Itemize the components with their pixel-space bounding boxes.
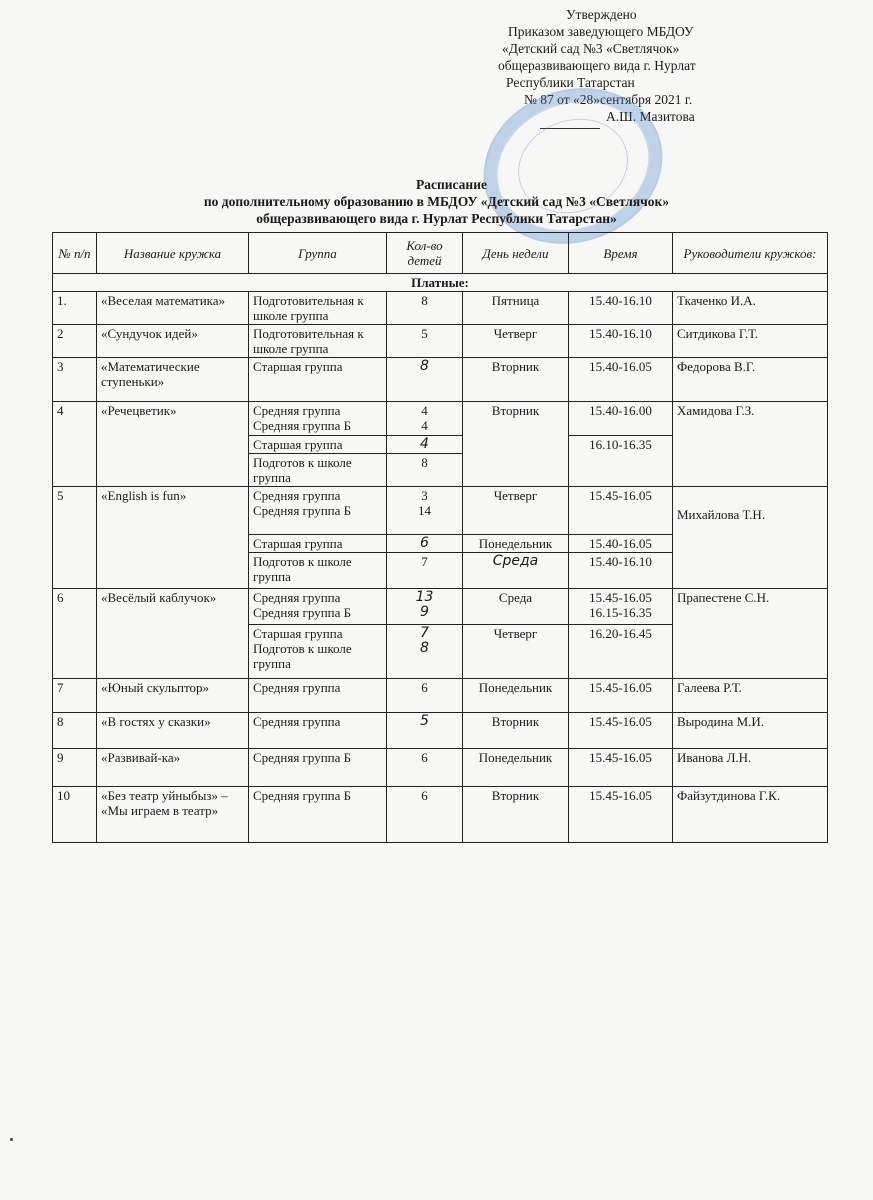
count-line: 3	[421, 488, 428, 503]
cell-count: 5	[387, 325, 463, 358]
cell-leader: Файзутдинова Г.К.	[673, 787, 828, 843]
group-line: Старшая группа	[253, 626, 343, 641]
header-group: Группа	[249, 233, 387, 274]
schedule-table	[52, 232, 828, 843]
cell-time: 15.40-16.05	[569, 358, 673, 402]
count-line: 14	[418, 503, 431, 518]
cell-group	[249, 487, 387, 535]
cell-num: 3	[53, 358, 97, 402]
cell-day: Понедельник	[463, 749, 569, 787]
group-line: Средняя группа Б	[253, 605, 352, 620]
cell-count: 8	[387, 358, 463, 402]
cell-leader: Ситдикова Г.Т.	[673, 325, 828, 358]
cell-count	[387, 589, 463, 625]
approval-line: общеразвивающего вида г. Нурлат	[498, 58, 696, 73]
cell-count: 7	[387, 553, 463, 589]
count-line: 7	[420, 625, 429, 641]
cell-day: Среда	[463, 553, 569, 589]
count-line: 4	[421, 403, 428, 418]
cell-day: Понедельник	[463, 679, 569, 713]
cell-day: Вторник	[463, 787, 569, 843]
header-num: № п/п	[53, 233, 97, 274]
cell-club: «Без театр уйныбыз» – «Мы играем в театр»	[97, 787, 249, 843]
table-row	[53, 713, 828, 749]
cell-time: 16.20-16.45	[569, 625, 673, 679]
cell-club: «Математические ступеньки»	[97, 358, 249, 402]
cell-num: 9	[53, 749, 97, 787]
cell-day: Четверг	[463, 325, 569, 358]
header-day: День недели	[463, 233, 569, 274]
group-line: Подготов к школе группа	[253, 641, 352, 671]
cell-day: Вторник	[463, 358, 569, 402]
section-row	[53, 274, 828, 292]
cell-count	[387, 487, 463, 535]
cell-group	[249, 625, 387, 679]
cell-time: 15.45-16.05	[569, 787, 673, 843]
header-time: Время	[569, 233, 673, 274]
table-row	[53, 292, 828, 325]
table-header-row	[53, 233, 828, 274]
cell-leader: Прапестене С.Н.	[673, 589, 828, 679]
cell-num: 4	[53, 402, 97, 487]
title-line: по дополнительному образованию в МБДОУ «Детский сад №3 «Светлячок»	[203, 194, 670, 209]
cell-num: 1.	[53, 292, 97, 325]
cell-num: 6	[53, 589, 97, 679]
approval-line: Утверждено	[566, 7, 637, 22]
cell-count: 6	[387, 679, 463, 713]
group-line: Средняя группа	[253, 488, 341, 503]
table-row	[53, 749, 828, 787]
cell-group: Средняя группа Б	[249, 749, 387, 787]
count-line: 9	[420, 604, 429, 620]
cell-club: «Развивай-ка»	[97, 749, 249, 787]
title-line: Расписание	[415, 177, 487, 192]
header-count: Кол-во детей	[387, 233, 463, 274]
document-title	[0, 176, 873, 227]
cell-leader: Иванова Л.Н.	[673, 749, 828, 787]
cell-time: 15.45-16.05	[569, 487, 673, 535]
cell-count: 4	[387, 436, 463, 454]
cell-time: 16.10-16.35	[569, 436, 673, 487]
cell-group: Старшая группа	[249, 358, 387, 402]
group-line: Средняя группа Б	[253, 418, 352, 433]
cell-count: 6	[387, 787, 463, 843]
group-line: Средняя группа Б	[253, 503, 352, 518]
table-row	[53, 325, 828, 358]
cell-num: 2	[53, 325, 97, 358]
cell-leader: Федорова В.Г.	[673, 358, 828, 402]
table-row	[53, 487, 828, 535]
cell-num: 7	[53, 679, 97, 713]
cell-group: Подготов к школе группа	[249, 454, 387, 487]
cell-count: 8	[387, 292, 463, 325]
scan-speck	[10, 1138, 13, 1141]
cell-group: Средняя группа	[249, 713, 387, 749]
header-club: Название кружка	[97, 233, 249, 274]
cell-day: Среда	[463, 589, 569, 625]
header-leader: Руководители кружков:	[673, 233, 828, 274]
cell-time: 15.45-16.05	[569, 713, 673, 749]
cell-num: 5	[53, 487, 97, 589]
table-row	[53, 358, 828, 402]
cell-day: Пятница	[463, 292, 569, 325]
cell-group: Старшая группа	[249, 436, 387, 454]
cell-group	[249, 402, 387, 436]
cell-count	[387, 402, 463, 436]
approval-line: № 87 от «28»сентября 2021 г.	[524, 92, 693, 107]
cell-day: Понедельник	[463, 535, 569, 553]
cell-time: 15.40-16.10	[569, 325, 673, 358]
cell-club: «Речецветик»	[97, 402, 249, 487]
cell-count: 5	[387, 713, 463, 749]
cell-count: 6	[387, 749, 463, 787]
time-line: 16.15-16.35	[589, 605, 652, 620]
time-line: 15.45-16.05	[589, 590, 652, 605]
cell-time: 15.40-16.10	[569, 553, 673, 589]
cell-leader: Ткаченко И.А.	[673, 292, 828, 325]
section-label: Платные:	[53, 274, 828, 292]
cell-club: «Сундучок идей»	[97, 325, 249, 358]
table-row	[53, 787, 828, 843]
cell-group: Средняя группа	[249, 679, 387, 713]
approval-line: Приказом заведующего МБДОУ	[508, 24, 694, 39]
approval-line: «Детский сад №3 «Светлячок»	[502, 41, 680, 56]
cell-group: Средняя группа Б	[249, 787, 387, 843]
cell-group: Подготовительная к школе группа	[249, 325, 387, 358]
cell-club: «В гостях у сказки»	[97, 713, 249, 749]
cell-time: 15.40-16.10	[569, 292, 673, 325]
cell-time: 15.45-16.05	[569, 679, 673, 713]
group-line: Средняя группа	[253, 403, 341, 418]
cell-club: «English is fun»	[97, 487, 249, 589]
group-line: Средняя группа	[253, 590, 341, 605]
table-row	[53, 402, 828, 436]
cell-count	[387, 625, 463, 679]
cell-leader: Хамидова Г.З.	[673, 402, 828, 487]
cell-day: Вторник	[463, 402, 569, 487]
cell-group	[249, 589, 387, 625]
cell-num: 10	[53, 787, 97, 843]
cell-group: Подготовительная к школе группа	[249, 292, 387, 325]
approval-line: Республики Татарстан	[506, 75, 635, 90]
cell-time: 15.45-16.05	[569, 749, 673, 787]
cell-group: Подготов к школе группа	[249, 553, 387, 589]
cell-club: «Веселая математика»	[97, 292, 249, 325]
count-line: 13	[415, 589, 434, 605]
cell-count: 6	[387, 535, 463, 553]
count-line: 8	[420, 640, 429, 656]
cell-num: 8	[53, 713, 97, 749]
cell-club: «Юный скульптор»	[97, 679, 249, 713]
cell-leader: Выродина М.И.	[673, 713, 828, 749]
cell-count: 8	[387, 454, 463, 487]
cell-leader: Галеева Р.Т.	[673, 679, 828, 713]
cell-day: Четверг	[463, 487, 569, 535]
table-row	[53, 679, 828, 713]
title-line: общеразвивающего вида г. Нурлат Республики Татарстан»	[256, 211, 617, 226]
cell-day: Вторник	[463, 713, 569, 749]
cell-time: 15.40-16.05	[569, 535, 673, 553]
count-line: 4	[421, 418, 428, 433]
cell-time: 15.40-16.00	[569, 402, 673, 436]
cell-group: Старшая группа	[249, 535, 387, 553]
table-row	[53, 589, 828, 625]
cell-leader: Михайлова Т.Н.	[673, 487, 828, 589]
approval-line: А.Ш. Мазитова	[606, 109, 695, 124]
cell-time	[569, 589, 673, 625]
cell-club: «Весёлый каблучок»	[97, 589, 249, 679]
cell-day: Четверг	[463, 625, 569, 679]
